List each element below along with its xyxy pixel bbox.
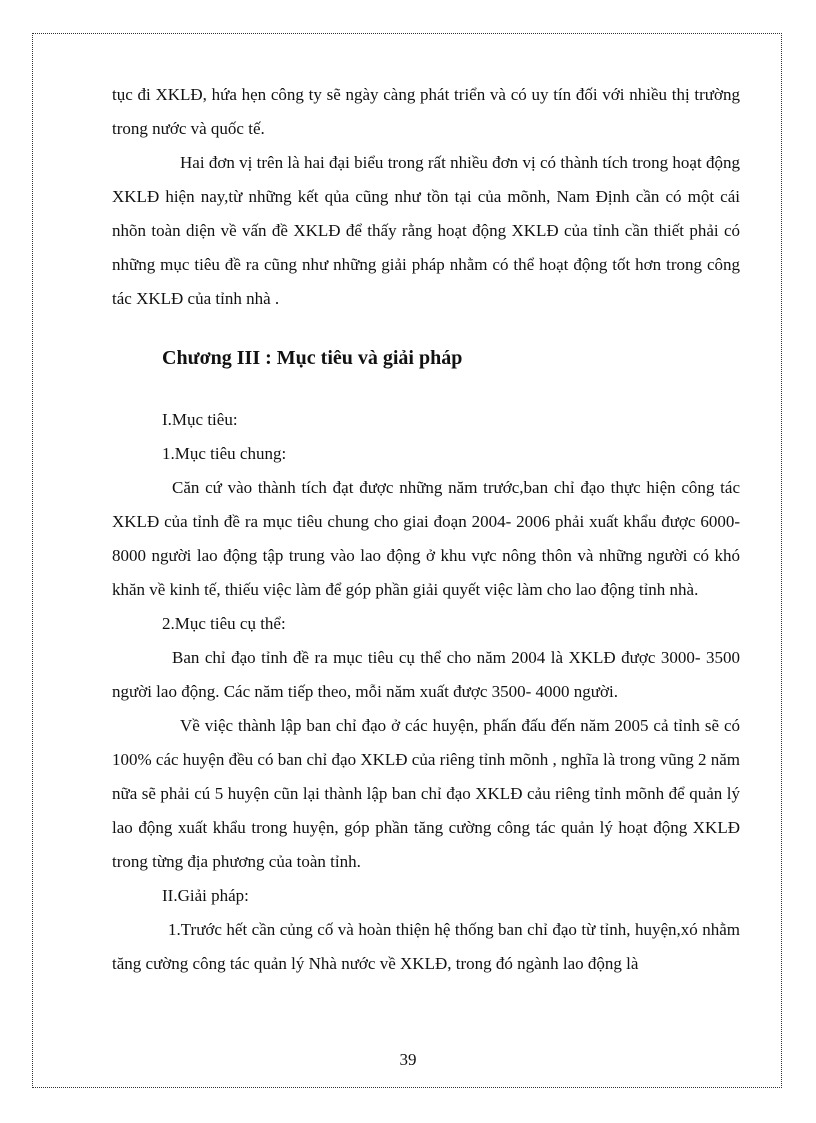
- chapter-title: Chương III : Mục tiêu và giải pháp: [162, 347, 463, 369]
- paragraph-district-committees: Về việc thành lập ban chỉ đạo ở các huyện, phấn đấu đến năm 2005 cả tỉnh sẽ có 100% các huyện đều có ban chỉ đạo XKLĐ của riêng tỉnh mõnh , nghĩa là trong vũng 2 năm nữa sẽ phải cú 5 huyện cũn lại thành lập ban chỉ đạo XKLĐ cảu riêng tỉnh mõnh để quản lý lao động xuất khẩu trong huyện, góp phần tăng cường công tác quản lý hoạt động XKLĐ trong từng địa phương của toàn tỉnh.: [112, 716, 740, 871]
- page-number: 39: [399, 1050, 417, 1069]
- section-heading-solutions: II.Giải pháp:: [162, 886, 249, 905]
- document-body: [112, 78, 740, 981]
- subsection-specific-objectives: 2.Mục tiêu cụ thể:: [162, 614, 286, 633]
- paragraph-solution-one: 1.Trước hết cần củng cố và hoàn thiện hệ thống ban chỉ đạo từ tỉnh, huyện,xó nhằm tăng cường công tác quản lý Nhà nước về XKLĐ, trong đó ngành lao động là: [112, 920, 740, 973]
- paragraph-two-units: Hai đơn vị trên là hai đại biểu trong rất nhiều đơn vị có thành tích trong hoạt động XKLĐ hiện nay,từ những kết qủa cũng như tồn tại của mõnh, Nam Định cần có một cái nhõn toàn diện về vấn đề XKLĐ để thấy rằng hoạt động XKLĐ của tỉnh cần thiết phải có những mục tiêu đề ra cũng như những giải pháp nhằm có thể hoạt động tốt hơn trong công tác XKLĐ của tỉnh nhà .: [112, 153, 740, 308]
- paragraph-continuation: tục đi XKLĐ, hứa hẹn công ty sẽ ngày càng phát triển và có uy tín đối với nhiều thị trường trong nước và quốc tế.: [112, 85, 740, 138]
- subsection-general-objectives: 1.Mục tiêu chung:: [162, 444, 287, 463]
- paragraph-general-objectives: Căn cứ vào thành tích đạt được những năm trước,ban chỉ đạo thực hiện công tác XKLĐ của tỉnh đề ra mục tiêu chung cho giai đoạn 2004- 2006 phải xuất khẩu được 6000- 8000 người lao động tập trung vào lao động ở khu vực nông thôn và những người có khó khăn về kinh tế, thiếu việc làm để góp phần giải quyết việc làm cho lao động tỉnh nhà.: [112, 478, 740, 599]
- paragraph-specific-objectives: Ban chỉ đạo tỉnh đề ra mục tiêu cụ thể cho năm 2004 là XKLĐ được 3000- 3500 người lao động. Các năm tiếp theo, mỗi năm xuất được 3500- 4000 người.: [112, 648, 740, 701]
- section-heading-objectives: I.Mục tiêu:: [162, 410, 238, 429]
